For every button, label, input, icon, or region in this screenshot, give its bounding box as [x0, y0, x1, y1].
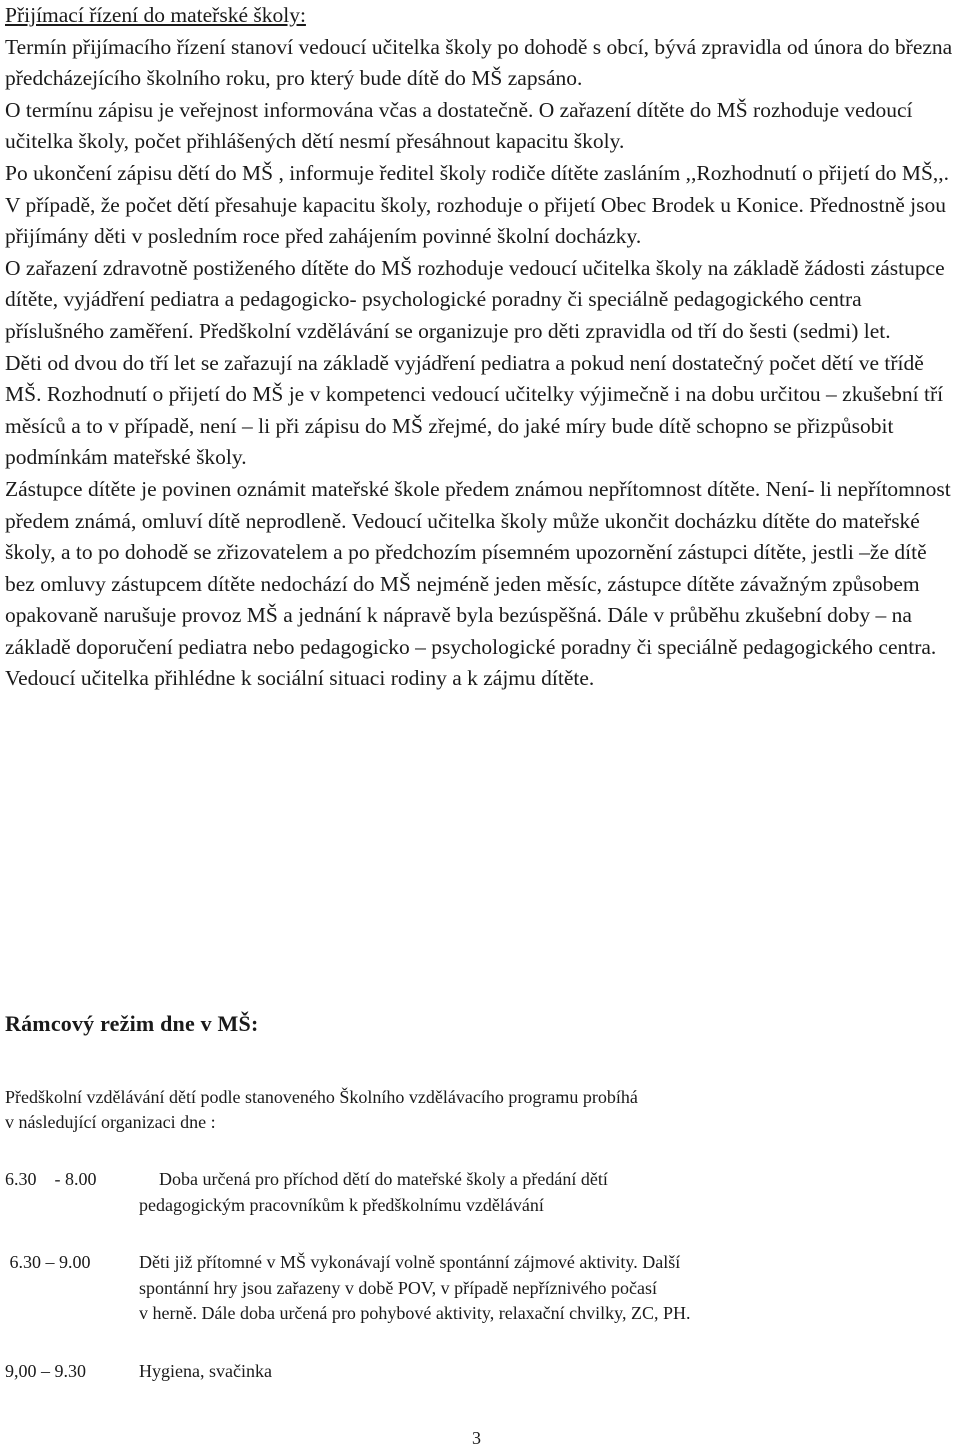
schedule-description-line: v herně. Dále doba určená pro pohybové aktivity, relaxační chvilky, ZC, PH. [139, 1303, 691, 1323]
schedule-intro [5, 1085, 905, 1135]
schedule-time: 9,00 – 9.30 [5, 1361, 86, 1381]
schedule-description [139, 1359, 919, 1385]
schedule-intro-line: v následující organizaci dne : [5, 1112, 216, 1132]
page-number: 3 [472, 1428, 481, 1448]
schedule-intro-line: Předškolní vzdělávání dětí podle stanoveného Školního vzdělávacího programu probíhá [5, 1087, 638, 1107]
paragraph: Po ukončení zápisu dětí do MŠ , informuje ředitel školy rodiče dítěte zasláním ,,Rozhodnutí o přijetí do MŠ,,. V případě, že počet dětí přesahuje kapacitu školy, rozhoduje o přijetí Obec Brodek u Konice. Přednostně jsou přijímány děti v posledním roce před zahájením povinné školní docházky. [5, 160, 950, 249]
schedule-description-line: pedagogickým pracovníkům k předškolnímu vzdělávání [139, 1194, 544, 1215]
paragraph: O zařazení zdravotně postiženého dítěte do MŠ rozhoduje vedoucí učitelka školy na základě žádosti zástupce dítěte, vyjádření pediatra a pedagogicko- psychologické poradny či speciálně pedagogického centra příslušného zaměření. Předškolní vzdělávání se organizuje pro děti zpravidla od tří do šesti (sedmi) let. [5, 255, 945, 343]
paragraph: Termín přijímacího řízení stanoví vedoucí učitelka školy po dohodě s obcí, bývá zpravidla od února do března předcházejícího školního roku, pro který bude dítě do MŠ zapsáno. [5, 34, 953, 91]
schedule-time: 6.30 - 8.00 [5, 1169, 97, 1189]
paragraph: Zástupce dítěte je povinen oznámit mateřské škole předem známou nepřítomnost dítěte. Není- li nepřítomnost předem známá, omluví dítě neprodleně. Vedoucí učitelka školy může ukončit docházku dítěte do mateřské školy, a to po dohodě se zřizovatelem a po předchozím písemném upozornění zástupci dítěte, jestli –že dítě bez omluvy zástupcem dítěte nedochází do MŠ nejméně jeden měsíc, zástupce dítěte závažným způsobem opakovaně narušuje provoz MŠ a jednání k nápravě byla bezúspěšná. Dále v průběhu zkušební doby – na základě doporučení pediatra nebo pedagogicko – psychologické poradny či speciálně pedagogického centra. Vedoucí učitelka přihlédne k sociální situaci rodiny a k zájmu dítěte. [5, 476, 951, 691]
schedule-description-line: spontánní hry jsou zařazeny v době POV, v případě nepříznivého počasí [139, 1277, 658, 1298]
schedule-description [139, 1167, 939, 1218]
schedule-description-line: Hygiena, svačinka [139, 1361, 272, 1381]
schedule-description [139, 1250, 919, 1327]
admission-section [5, 0, 955, 695]
paragraph: O termínu zápisu je veřejnost informována včas a dostatečně. O zařazení dítěte do MŠ rozhoduje vedoucí učitelka školy, počet přihlášených dětí nesmí přesáhnout kapacitu školy. [5, 97, 913, 154]
paragraph: Děti od dvou do tří let se zařazují na základě vyjádření pediatra a pokud není dostatečný počet dětí ve třídě MŠ. Rozhodnutí o přijetí do MŠ je v kompetenci vedoucí učitelky výjimečně i na dobu určitou – zkušební tří měsíců a to v případě, není – li při zápisu do MŠ zřejmé, do jaké míry bude dítě schopno se přizpůsobit podmínkám mateřské školy. [5, 350, 944, 470]
daily-schedule-heading: Rámcový režim dne v MŠ: [5, 1011, 259, 1036]
schedule-time: 6.30 – 9.00 [5, 1252, 91, 1272]
admission-title: Přijímací řízení do mateřské školy: [5, 3, 306, 27]
schedule-description-line: Děti již přítomné v MŠ vykonávají volně spontánní zájmové aktivity. Další [139, 1252, 681, 1272]
schedule-description-line: Doba určená pro příchod dětí do mateřské školy a předání dětí [159, 1169, 608, 1189]
